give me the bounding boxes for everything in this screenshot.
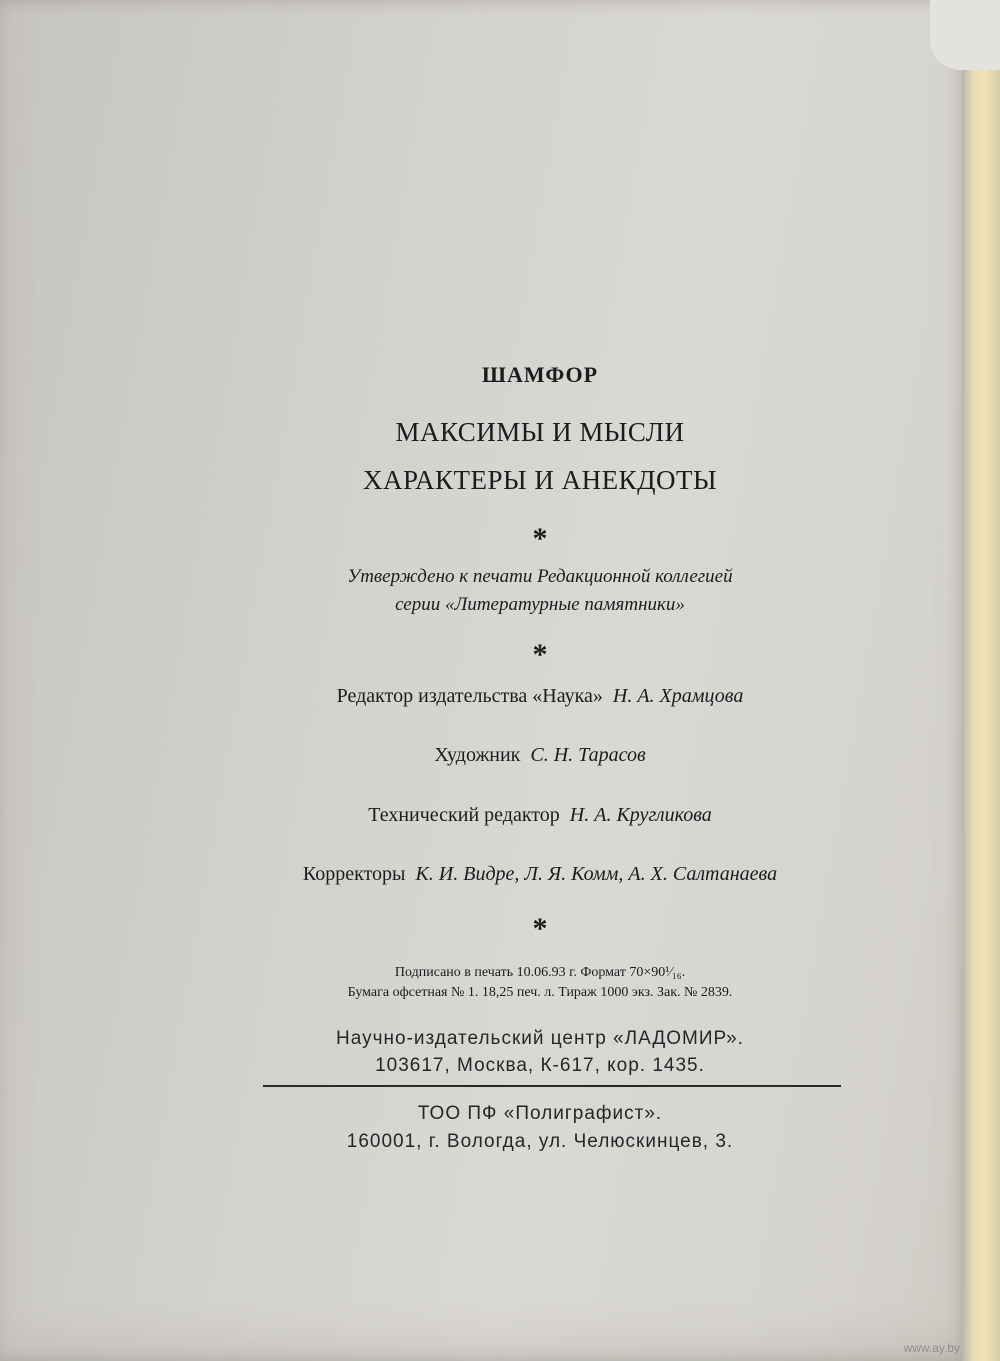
- page-edges: [962, 60, 1000, 1361]
- tech-editor-role: Технический редактор: [368, 804, 560, 826]
- divider-rule: [263, 1085, 841, 1087]
- background-corner: [930, 0, 1000, 70]
- publisher-address: 103617, Москва, К-617, кор. 1435.: [375, 1055, 705, 1076]
- artist-name: С. Н. Тарасов: [530, 744, 646, 766]
- imprint-signed: Подписано в печать 10.06.93 г. Формат 70×90¹⁄₁₆.: [394, 965, 686, 980]
- tech-editor-credit: [0, 804, 1000, 827]
- editor-credit: [0, 685, 1000, 708]
- separator-asterisk: *: [532, 638, 548, 671]
- editor-role: Редактор издательства «Наука»: [336, 685, 603, 707]
- correctors-credit: [0, 863, 1000, 886]
- artist-role: Художник: [434, 744, 521, 766]
- printer-name: ТОО ПФ «Полиграфист».: [417, 1103, 663, 1124]
- author-name: ШАМФОР: [481, 362, 599, 387]
- printer-address: 160001, г. Вологда, ул. Челюскинцев, 3.: [346, 1131, 734, 1152]
- publisher-name: Научно-издательский центр «ЛАДОМИР».: [336, 1028, 744, 1049]
- separator-asterisk: *: [532, 912, 548, 945]
- separator-asterisk: *: [532, 522, 548, 555]
- artist-credit: [0, 744, 1000, 767]
- correctors-role: Корректоры: [302, 863, 406, 885]
- tech-editor-name: Н. А. Кругликова: [569, 804, 712, 826]
- site-watermark: www.ay.by: [903, 1341, 960, 1355]
- approval-line-2: серии «Литературные памятники»: [395, 594, 685, 615]
- title-line-1: МАКСИМЫ И МЫСЛИ: [395, 417, 685, 447]
- imprint-paper: Бумага офсетная № 1. 18,25 печ. л. Тираж 1000 экз. Зак. № 2839.: [347, 985, 733, 1000]
- approval-line-1: Утверждено к печати Редакционной коллегией: [347, 566, 733, 587]
- editor-name: Н. А. Храмцова: [612, 685, 744, 707]
- title-line-2: ХАРАКТЕРЫ И АНЕКДОТЫ: [362, 465, 718, 495]
- correctors-names: К. И. Видре, Л. Я. Комм, А. Х. Салтанаева: [415, 863, 778, 885]
